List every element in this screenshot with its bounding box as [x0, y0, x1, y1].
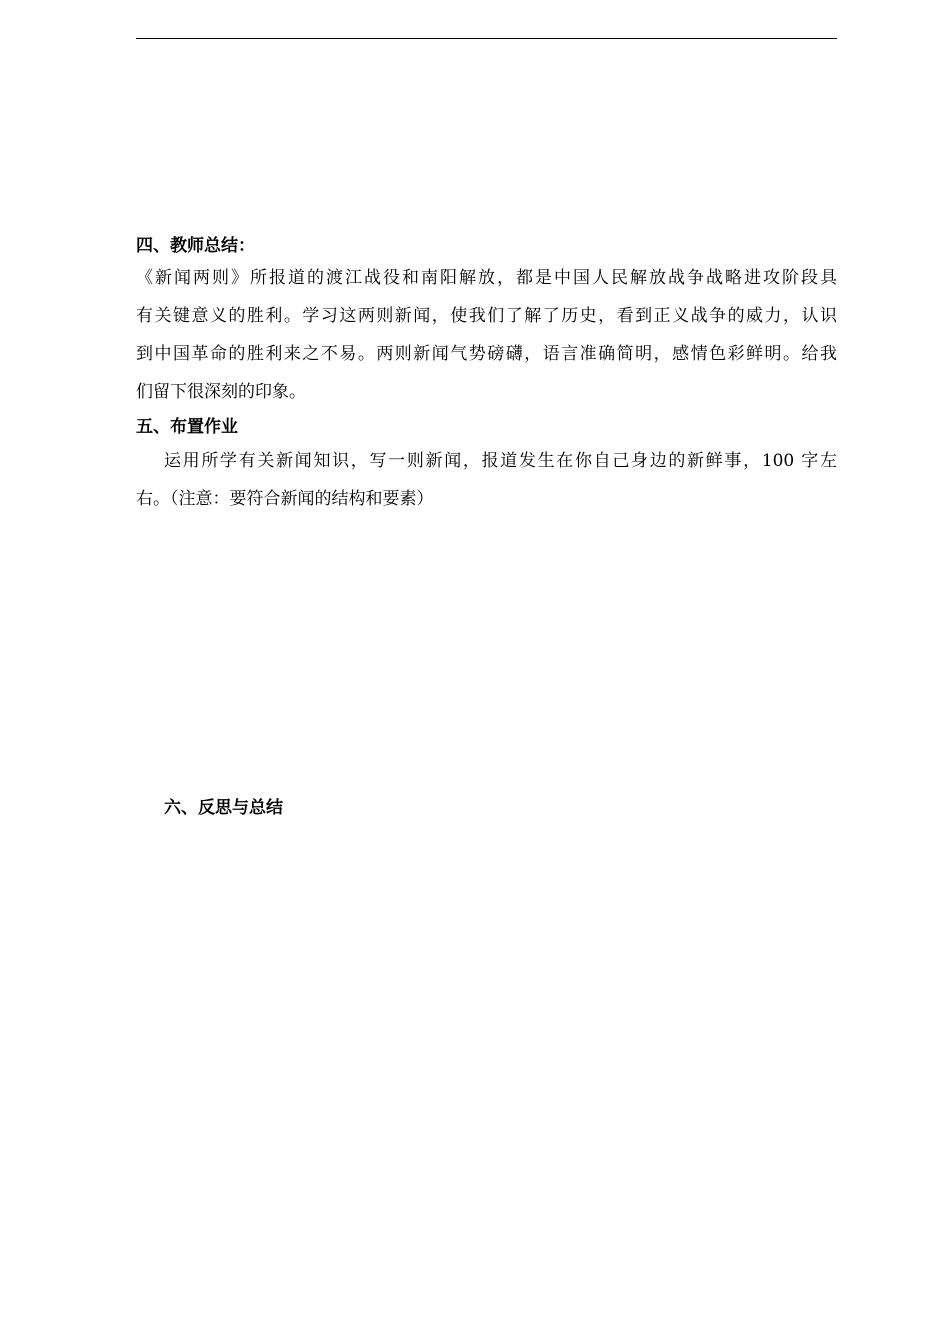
section-6-heading: 六、反思与总结 — [164, 798, 283, 818]
section-4-line-4: 们留下很深刻的印象。 — [136, 382, 306, 402]
section-4-line-1: 《新闻两则》所报道的渡江战役和南阳解放，都是中国人民解放战争战略进攻阶段具 — [136, 268, 837, 288]
section-5-body — [136, 442, 837, 518]
section-4-body — [136, 259, 837, 411]
section-4-heading: 四、教师总结： — [136, 236, 255, 256]
section-4-line-2: 有关键意义的胜利。学习这两则新闻，使我们了解了历史，看到正义战争的威力，认识 — [136, 306, 837, 326]
section-5-line-1: 运用所学有关新闻知识，写一则新闻，报道发生在你自己身边的新鲜事，100 字左 — [164, 451, 837, 471]
header-rule — [136, 38, 837, 39]
section-4-line-3: 到中国革命的胜利来之不易。两则新闻气势磅礴，语言准确简明，感情色彩鲜明。给我 — [136, 344, 837, 364]
section-5-heading: 五、布置作业 — [136, 417, 238, 437]
section-5-line-2: 右。（注意：要符合新闻的结构和要素） — [136, 489, 434, 509]
